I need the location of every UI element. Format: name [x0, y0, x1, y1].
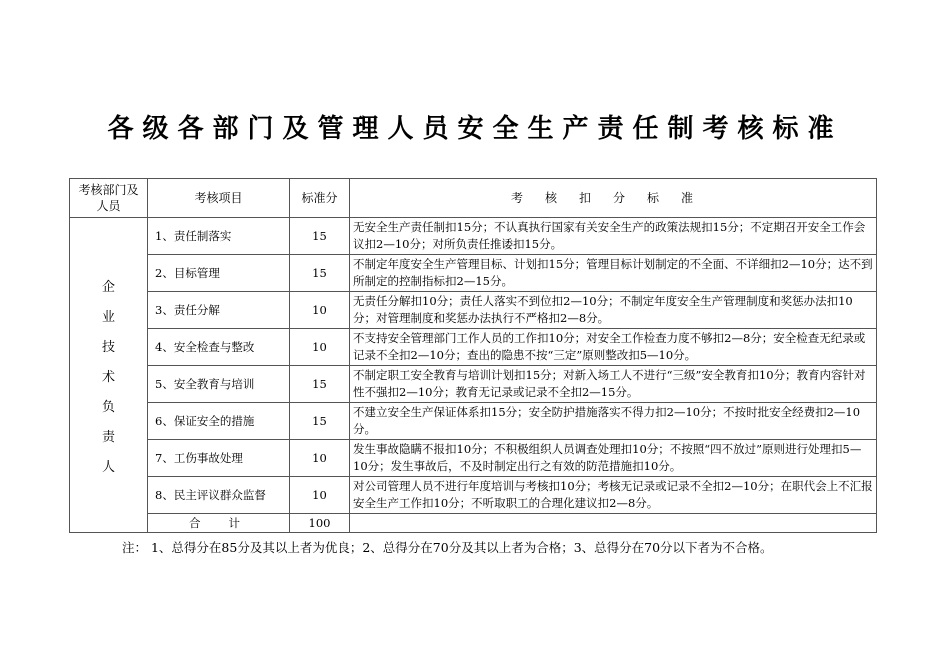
score-cell: 15 — [290, 255, 350, 292]
department-char: 人 — [101, 459, 115, 475]
item-cell: 4、安全检查与整改 — [148, 329, 290, 366]
assessment-table — [69, 178, 877, 533]
table-row — [70, 366, 877, 403]
score-cell: 15 — [290, 366, 350, 403]
score-cell: 10 — [290, 440, 350, 477]
department-char: 负 — [101, 399, 115, 415]
score-cell: 10 — [290, 292, 350, 329]
table-row — [70, 403, 877, 440]
criteria-cell: 不制定年度安全生产管理目标、计划扣15分；管理目标计划制定的不全面、不详细扣2—10分；达不到所制定的控制指标扣2—15分。 — [350, 255, 877, 292]
criteria-cell: 发生事故隐瞒不报扣10分；不积极组织人员调查处理扣10分；不按照“四不放过”原则进行处理扣5—10分；发生事故后，不及时制定出行之有效的防范措施扣10分。 — [350, 440, 877, 477]
score-cell: 15 — [290, 218, 350, 255]
total-label: 合计 — [148, 514, 290, 533]
criteria-cell: 不建立安全生产保证体系扣15分；安全防护措施落实不得力扣2—10分；不按时批安全经费扣2—10分。 — [350, 403, 877, 440]
table-header-row — [70, 179, 877, 218]
department-char: 责 — [101, 429, 115, 445]
item-cell: 7、工伤事故处理 — [148, 440, 290, 477]
criteria-cell: 对公司管理人员不进行年度培训与考核扣10分；考核无记录或记录不全扣2—10分；在职代会上不汇报安全生产工作扣10分；不听取职工的合理化建议扣2—8分。 — [350, 477, 877, 514]
table-row — [70, 329, 877, 366]
table-row — [70, 292, 877, 329]
department-char: 术 — [101, 369, 115, 385]
total-criteria-empty — [350, 514, 877, 533]
page-title: 各级各部门及管理人员安全生产责任制考核标准 — [107, 114, 843, 144]
criteria-cell: 不支持安全管理部门工作人员的工作扣10分；对安全工作检查力度不够扣2—8分；安全检查无纪录或记录不全扣2—10分；查出的隐患不按“三定”原则整改扣5—10分。 — [350, 329, 877, 366]
score-cell: 10 — [290, 329, 350, 366]
item-cell: 2、目标管理 — [148, 255, 290, 292]
department-cell — [70, 218, 148, 533]
item-cell: 5、安全教育与培训 — [148, 366, 290, 403]
criteria-cell: 无责任分解扣10分；责任人落实不到位扣2—10分；不制定年度安全生产管理制度和奖惩办法扣10分；对管理制度和奖惩办法执行不严格扣2—8分。 — [350, 292, 877, 329]
header-item: 考核项目 — [148, 179, 290, 218]
criteria-cell: 不制定职工安全教育与培训计划扣15分；对新入场工人不进行“三级”安全教育扣10分；教育内容针对性不强扣2—10分；教育无记录或记录不全扣2—15分。 — [350, 366, 877, 403]
item-cell: 6、保证安全的措施 — [148, 403, 290, 440]
header-criteria: 考核扣分标准 — [350, 179, 877, 218]
item-cell: 8、民主评议群众监督 — [148, 477, 290, 514]
table-row — [70, 255, 877, 292]
total-row — [70, 514, 877, 533]
table-row — [70, 477, 877, 514]
score-cell: 15 — [290, 403, 350, 440]
department-char: 业 — [101, 309, 115, 325]
total-score: 100 — [290, 514, 350, 533]
header-department: 考核部门及人员 — [70, 179, 148, 218]
item-cell: 3、责任分解 — [148, 292, 290, 329]
score-cell: 10 — [290, 477, 350, 514]
department-char: 企 — [101, 279, 115, 295]
table-row — [70, 440, 877, 477]
criteria-cell: 无安全生产责任制扣15分；不认真执行国家有关安全生产的政策法规扣15分；不定期召开安全工作会议扣2—10分；对所负责任推诿扣15分。 — [350, 218, 877, 255]
table-row — [70, 218, 877, 255]
header-score: 标准分 — [290, 179, 350, 218]
item-cell: 1、责任制落实 — [148, 218, 290, 255]
footnote: 注： 1、总得分在85分及其以上者为优良；2、总得分在70分及其以上者为合格；3、总得分在70分以下者为不合格。 — [122, 540, 773, 555]
department-char: 技 — [101, 339, 115, 355]
